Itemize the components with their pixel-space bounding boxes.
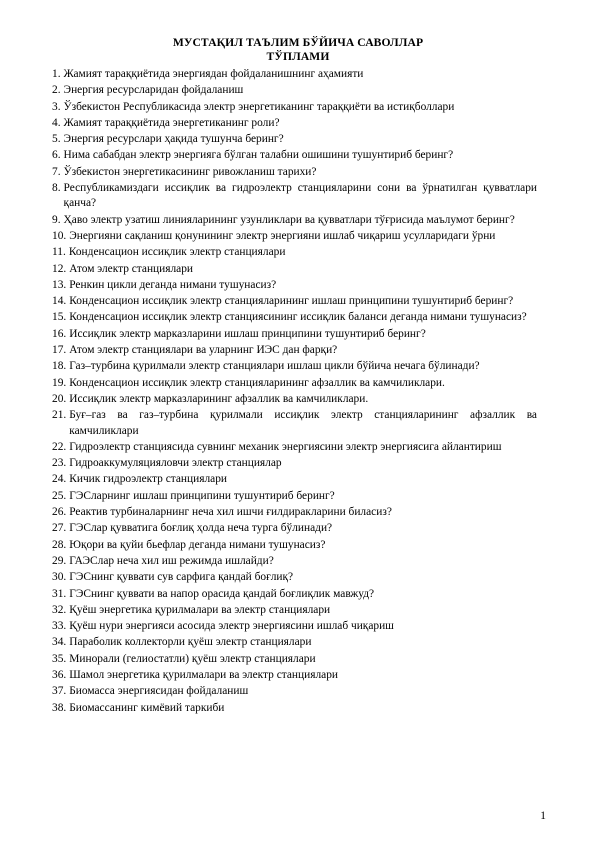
question-item <box>52 472 537 487</box>
question-item <box>52 701 537 716</box>
question-text: Нима сабабдан электр энергияга бўлган талабни ошишини тушунтириб беринг? <box>63 149 454 162</box>
question-text: Иссиқлик электр марказларини ишлаш принципини тушунтириб беринг? <box>69 327 426 340</box>
question-item <box>52 376 537 391</box>
question-number: 8. <box>52 182 61 195</box>
question-number: 37. <box>52 685 67 698</box>
question-item <box>52 148 537 163</box>
question-number: 19. <box>52 376 67 389</box>
question-item <box>52 278 537 293</box>
question-item <box>52 83 537 98</box>
question-number: 5. <box>52 133 61 146</box>
question-text: Ренкин цикли деганда нимани тушунасиз? <box>69 278 277 291</box>
question-number: 9. <box>52 213 61 226</box>
question-item <box>52 310 537 325</box>
question-number: 36. <box>52 668 67 681</box>
question-number: 34. <box>52 636 67 649</box>
question-item <box>52 456 537 471</box>
question-text: Қуёш энергетика қурилмалари ва электр станциялари <box>69 603 331 616</box>
question-number: 3. <box>52 100 61 113</box>
question-number: 4. <box>52 116 61 129</box>
question-text: Жамият тараққиётида энергетиканинг роли? <box>63 116 280 129</box>
question-text: Минорали (гелиостатли) қуёш электр станциялари <box>69 652 316 665</box>
question-number: 35. <box>52 652 67 665</box>
question-item <box>52 181 537 212</box>
question-item <box>52 343 537 358</box>
question-text: Ўзбекистон энергетикасининг ривожланиш тарихи? <box>63 165 317 178</box>
question-number: 1. <box>52 68 61 80</box>
question-item <box>52 100 537 115</box>
question-number: 33. <box>52 620 67 633</box>
question-text: Қуёш нури энергияси асосида электр энергиясини ишлаб чиқариш <box>69 620 394 633</box>
question-text: Параболик коллекторли қуёш электр станциялари <box>69 636 312 649</box>
question-item <box>52 603 537 618</box>
question-item <box>52 554 537 569</box>
question-text: Атом электр станциялари ва уларнинг ИЭС дан фарқи? <box>69 344 338 357</box>
question-item <box>52 294 537 309</box>
question-number: 32. <box>52 603 67 616</box>
page-number: 1 <box>540 810 546 822</box>
question-number: 7. <box>52 165 61 178</box>
question-text: Атом электр станциялари <box>69 262 194 275</box>
question-text: ГЭСнинг қуввати ва напор орасида қандай боғлиқлик мавжуд? <box>69 587 375 600</box>
question-text: Жамият тараққиётида энергиядан фойдаланишнинг аҳамияти <box>63 68 364 80</box>
question-text: Юқори ва қуйи бьефлар деганда нимани тушунасиз? <box>69 538 326 551</box>
question-item <box>52 619 537 634</box>
question-item <box>52 684 537 699</box>
question-text: Гидроаккумуляцияловчи электр станциялар <box>69 457 282 470</box>
question-text: Реактив турбиналарнинг неча хил ишчи ғилдиракларини биласиз? <box>69 506 392 519</box>
question-item <box>52 67 537 82</box>
question-number: 28. <box>52 538 67 551</box>
question-item <box>52 262 537 277</box>
question-number: 13. <box>52 278 67 291</box>
question-text: Иссиқлик электр марказларининг афзаллик ва камчиликлари. <box>69 392 369 405</box>
question-number: 2. <box>52 84 61 97</box>
question-number: 22. <box>52 440 67 453</box>
question-text: Кичик гидроэлектр станциялари <box>69 473 227 486</box>
question-item <box>52 635 537 650</box>
question-text: Конденсацион иссиқлик электр станциясининг иссиқлик баланси деганда нимани тушунасиз? <box>69 311 527 324</box>
question-number: 27. <box>52 522 67 535</box>
question-number: 20. <box>52 392 67 405</box>
question-text: Газ–турбина қурилмали электр станциялари ишлаш цикли бўйича нечага бўлинади? <box>69 360 480 373</box>
question-item <box>52 116 537 131</box>
question-number: 16. <box>52 327 67 340</box>
question-item <box>52 440 537 455</box>
question-text: Биомасса энергиясидан фойдаланиш <box>69 685 249 698</box>
question-item <box>52 521 537 536</box>
question-text: Энергияни сақланиш қонунининг электр энергияни ишлаб чиқариш усулларидаги ўрни <box>69 229 496 242</box>
question-item <box>52 668 537 683</box>
question-item <box>52 587 537 602</box>
question-item <box>52 392 537 407</box>
question-item <box>52 245 537 260</box>
question-text: Гидроэлектр станциясида сувнинг механик энергиясини электр энергиясига айлантириш <box>69 440 502 453</box>
question-number: 12. <box>52 262 67 275</box>
question-number: 10. <box>52 229 67 242</box>
question-item <box>52 359 537 374</box>
question-item <box>52 489 537 504</box>
question-number: 25. <box>52 489 67 502</box>
question-text: ГЭСларнинг ишлаш принципини тушунтириб беринг? <box>69 489 335 502</box>
question-text: Конденсацион иссиқлик электр станциялари <box>68 246 286 259</box>
question-item <box>52 408 537 439</box>
question-text: Ўзбекистон Республикасида электр энергетиканинг тараққиёти ва истиқболлари <box>63 100 455 113</box>
question-number: 24. <box>52 473 67 486</box>
question-text: Буғ–газ ва газ–турбина қурилмали иссиқлик электр станцияларининг афзаллик ва камчиликлари <box>69 409 537 437</box>
question-text: Энергия ресурслари ҳақида тушунча беринг? <box>63 133 284 146</box>
question-item <box>52 229 537 244</box>
question-text: Конденсацион иссиқлик электр станцияларининг ишлаш принципини тушунтириб беринг? <box>69 295 514 308</box>
question-item <box>52 327 537 342</box>
document-title-continuation: ТЎПЛАМИ <box>266 50 330 63</box>
question-item <box>52 570 537 585</box>
question-text: Энергия ресурсларидан фойдаланиш <box>63 84 244 97</box>
question-text: Шамол энергетика қурилмалари ва электр станциялари <box>69 668 338 681</box>
question-number: 29. <box>52 554 67 567</box>
question-item <box>52 165 537 180</box>
question-text: ГЭСлар қувватига боғлиқ ҳолда неча турга бўлинади? <box>69 522 333 535</box>
question-text: ГАЭСлар неча хил иш режимда ишлайди? <box>69 554 274 567</box>
question-list <box>52 67 537 717</box>
question-text: Биомассанинг кимёвий таркиби <box>69 701 225 714</box>
question-item <box>52 213 537 228</box>
question-number: 14. <box>52 295 67 308</box>
question-number: 26. <box>52 506 67 519</box>
question-number: 21. <box>52 409 67 422</box>
question-number: 31. <box>52 587 67 600</box>
question-number: 11. <box>52 246 66 259</box>
question-text: Ҳаво электр узатиш линияларининг узунликлари ва қувватлари тўғрисида маълумот беринг? <box>63 213 515 226</box>
question-item <box>52 538 537 553</box>
question-number: 38. <box>52 701 67 714</box>
question-text: ГЭСнинг қуввати сув сарфига қандай боғлиқ? <box>69 571 294 584</box>
question-number: 30. <box>52 571 67 584</box>
question-text: Конденсацион иссиқлик электр станцияларининг афзаллик ва камчиликлари. <box>69 376 445 389</box>
question-number: 6. <box>52 149 61 162</box>
question-text: Республикамиздаги иссиқлик ва гидроэлектр станцияларини сони ва ўрнатилган қувватлари қанча? <box>63 182 537 210</box>
question-number: 17. <box>52 344 67 357</box>
question-number: 23. <box>52 457 67 470</box>
question-item <box>52 505 537 520</box>
document-title: МУСТАҚИЛ ТАЪЛИМ БЎЙИЧА САВОЛЛАР <box>172 36 424 49</box>
question-number: 18. <box>52 360 67 373</box>
question-number: 15. <box>52 311 67 324</box>
question-item <box>52 132 537 147</box>
question-item <box>52 652 537 667</box>
